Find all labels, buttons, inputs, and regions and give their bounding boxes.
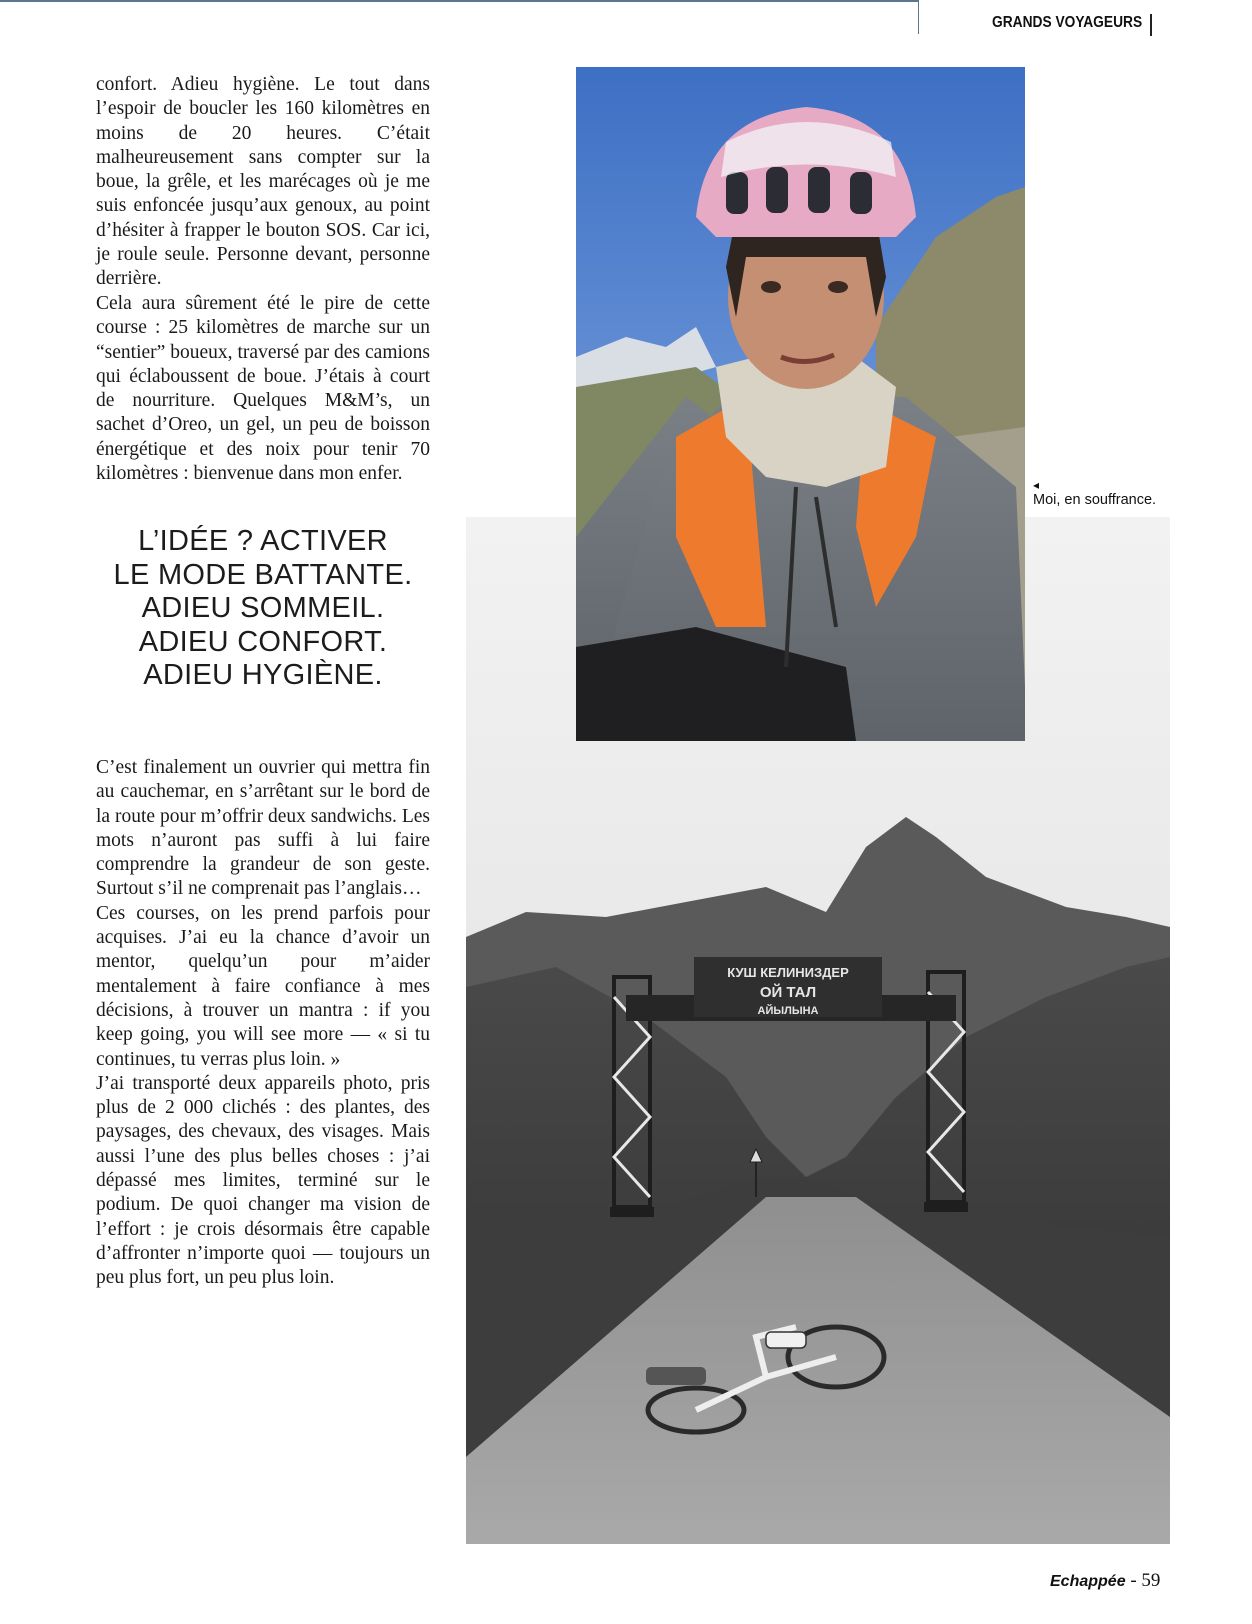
pull-quote-line: ADIEU HYGIÈNE. <box>143 659 383 691</box>
paragraph-text: J’ai transporté deux appareils photo, pris plus de 2 000 clichés : des plantes, des paysages, des chevaux, des visages. Mais aussi l’une des plus belles choses : j’ai dépassé mes limites, terminé sur le podium. De quoi changer ma vision de l’effort : je crois désormais être capable d’affronter n’importe quoi — toujours un peu plus fort, un peu plus loin. <box>96 1072 430 1289</box>
paragraph-text: C’est finalement un ouvrier qui mettra fin au cauchemar, en s’arrêtant sur le bord de la route pour m’offrir deux sandwichs. Les mots n’auront pas suffi à lui faire comprendre la grandeur de son geste. Surtout s’il ne comprenait pas l’anglais… <box>96 757 430 900</box>
portrait-photo <box>576 67 1025 741</box>
paragraph-text: confort. Adieu hygiène. Le tout dans l’espoir de boucler les 160 kilomètres en moins de 20 heures. C’était malheureusement sans compter sur la boue, la grêle, et les marécages où je me suis enfoncée jusqu’aux genoux, au point d’hésiter à frapper le bouton SOS. Car ici, je roule seule. Personne devant, personne derrière. <box>96 74 430 290</box>
sign-text-1: КУШ КЕЛИНИЗДЕР <box>727 965 849 980</box>
paragraph-text: Cela aura sûrement été le pire de cette course : 25 kilomètres de marche sur un “sentier” boueux, traversé par des camions qui éclaboussent de boue. J’étais à court de nourriture. Quelques M&M’s, un sachet d’Oreo, un gel, un peu de boisson énergétique et des noix pour tenir 70 kilomètres : bienvenue dans mon enfer. <box>96 293 430 485</box>
portrait-graphic <box>576 67 1025 741</box>
pull-quote-line: ADIEU SOMMEIL. <box>141 592 385 624</box>
page-footer <box>1050 1570 1160 1592</box>
pull-quote-line: L’IDÉE ? ACTIVER <box>138 525 388 557</box>
pull-quote-line: LE MODE BATTANTE. <box>113 558 413 591</box>
sign-text-2: ОЙ ТАЛ <box>759 984 817 1001</box>
body-paragraph-1 <box>96 73 430 292</box>
top-rule-divider <box>918 0 919 34</box>
sign-text-3: АЙЫЛЫНА <box>757 1005 819 1017</box>
body-paragraph-2 <box>96 292 430 486</box>
top-rule <box>0 0 918 2</box>
section-label: GRANDS VOYAGEURS <box>992 14 1143 31</box>
footer-separator: - <box>1130 1570 1137 1591</box>
pull-quote-line: ADIEU CONFORT. <box>138 625 388 658</box>
page-number: 59 <box>1141 1570 1161 1591</box>
paragraph-text: Ces courses, on les prend parfois pour acquises. J’ai eu la chance d’avoir un mentor, quelqu’un pour m’aider mentalement à faire confiance à mes décisions, à trouver un mantra : if you keep going, you will see more — « si tu continues, tu verras plus loin. » <box>96 902 430 1070</box>
pull-quote <box>96 525 430 693</box>
photo-caption: Moi, en souffrance. <box>1033 492 1157 508</box>
magazine-name: Echappée <box>1050 1573 1126 1590</box>
section-bar <box>1150 14 1152 36</box>
caption-arrow-icon: ◂ <box>1033 478 1040 492</box>
body-paragraphs-3-5 <box>96 756 430 1291</box>
